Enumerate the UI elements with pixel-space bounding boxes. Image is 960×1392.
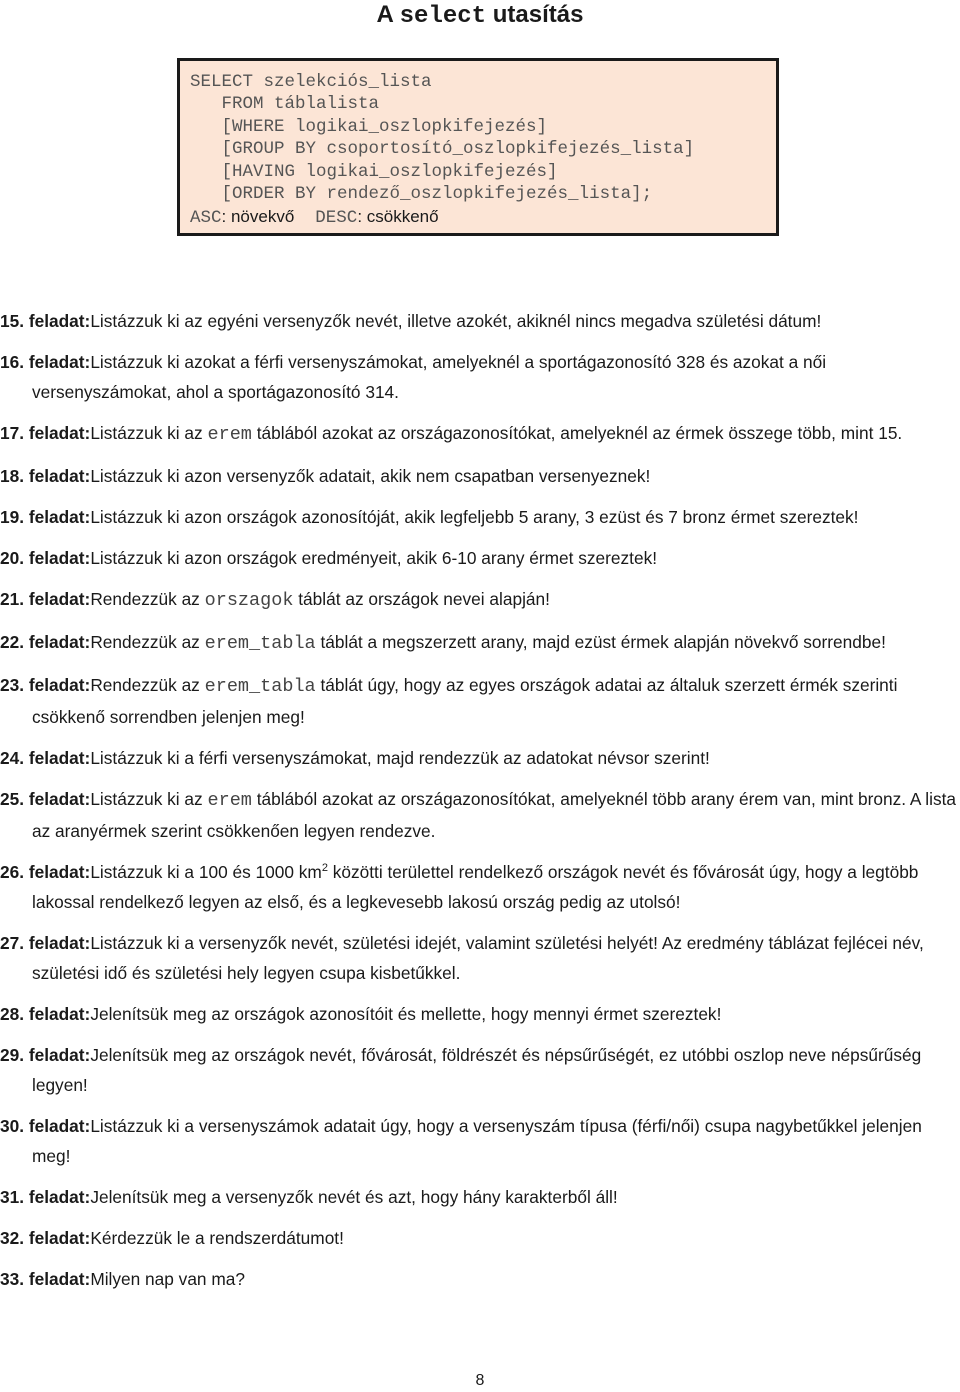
title-prefix: A: [376, 1, 393, 28]
task-label: feladat:: [28, 589, 91, 609]
task-label: feladat:: [28, 352, 91, 372]
task-text: Jelenítsük meg az országok azonosítóit és mellette, hogy mennyi érmet szereztek!: [90, 1004, 722, 1024]
task-text: Listázzuk ki az egyéni versenyzők nevét, illetve azokét, akiknél nincs megadva születési dátum!: [90, 311, 822, 331]
task-label: feladat:: [28, 748, 91, 768]
task-text: Listázzuk ki az: [90, 789, 208, 809]
task-item: [0, 627, 960, 659]
task-text: Listázzuk ki a 100 és 1000 km: [90, 862, 322, 882]
task-number: 25.: [0, 789, 25, 809]
task-text: Listázzuk ki a versenyszámok adatait úgy, hogy a versenyszám típusa (férfi/női) csupa nagybetűkkel jelenjen meg!: [32, 1116, 922, 1166]
task-number: 24.: [0, 748, 25, 768]
task-text: Jelenítsük meg a versenyzők nevét és azt, hogy hány karakterből áll!: [90, 1187, 618, 1207]
task-number: 17.: [0, 423, 25, 443]
syntax-line: [GROUP BY csoportosító_oszlopkifejezés_lista]: [190, 139, 695, 160]
task-code: erem_tabla: [204, 633, 316, 654]
task-text: Rendezzük az: [90, 675, 205, 695]
task-text: Listázzuk ki azon országok azonosítóját, akik legfeljebb 5 arany, 3 ezüst és 7 bronz érmet szereztek!: [90, 507, 859, 527]
task-code: erem_tabla: [204, 676, 316, 697]
task-number: 18.: [0, 466, 25, 486]
task-number: 16.: [0, 352, 25, 372]
task-text: táblából azokat az országazonosítókat, amelyeknél több arany érem van, mint bronz. A lista az aranyérmek szerint csökkenően legyen rendezve.: [32, 789, 957, 841]
task-text: Listázzuk ki azon versenyzők adatait, akik nem csapatban versenyeznek!: [90, 466, 651, 486]
task-number: 33.: [0, 1269, 25, 1289]
task-text: Listázzuk ki az: [90, 423, 208, 443]
task-item: [0, 1264, 960, 1294]
page-title: [0, 0, 960, 32]
task-text: táblából azokat az országazonosítókat, amelyeknél az érmek összege több, mint 15.: [251, 423, 903, 443]
task-label: feladat:: [28, 466, 91, 486]
task-text: Listázzuk ki azokat a férfi versenyszámokat, amelyeknél a sportágazonosító 328 és azokat a női versenyszámokat, ahol a sportágazonosító 314.: [32, 352, 827, 402]
task-number: 22.: [0, 632, 25, 652]
task-label: feladat:: [28, 1228, 91, 1248]
task-number: 32.: [0, 1228, 25, 1248]
page-number: 8: [475, 1372, 485, 1389]
task-item: [0, 1223, 960, 1253]
task-text: Rendezzük az: [90, 632, 205, 652]
task-number: 15.: [0, 311, 25, 331]
asc-keyword: ASC: [190, 208, 222, 229]
task-label: feladat:: [28, 1187, 91, 1207]
syntax-line: [WHERE logikai_oszlopkifejezés]: [190, 116, 548, 137]
task-label: feladat:: [28, 933, 91, 953]
task-item: [0, 306, 960, 336]
task-code: erem: [207, 424, 252, 445]
task-item: [0, 461, 960, 491]
task-item: [0, 502, 960, 532]
task-text: Listázzuk ki azon országok eredményeit, akik 6-10 arany érmet szereztek!: [90, 548, 658, 568]
task-item: [0, 857, 960, 917]
task-text: táblát az országok nevei alapján!: [293, 589, 550, 609]
task-number: 19.: [0, 507, 25, 527]
task-item: [0, 784, 960, 846]
task-text: Kérdezzük le a rendszerdátumot!: [90, 1228, 344, 1248]
task-label: feladat:: [28, 789, 91, 809]
task-item: [0, 928, 960, 988]
task-superscript: 2: [321, 862, 328, 875]
task-code: erem: [207, 790, 252, 811]
task-number: 23.: [0, 675, 25, 695]
task-text: Milyen nap van ma?: [90, 1269, 245, 1289]
task-code: orszagok: [204, 590, 294, 611]
syntax-line: [HAVING logikai_oszlopkifejezés]: [190, 161, 558, 182]
task-item: [0, 999, 960, 1029]
task-item: [0, 584, 960, 616]
desc-text: : csökkenő: [357, 207, 439, 227]
task-number: 27.: [0, 933, 25, 953]
task-list: [0, 306, 960, 1305]
task-number: 31.: [0, 1187, 25, 1207]
task-number: 29.: [0, 1045, 25, 1065]
task-number: 21.: [0, 589, 25, 609]
desc-keyword: DESC: [315, 208, 358, 229]
task-label: feladat:: [28, 311, 91, 331]
task-text: Jelenítsük meg az országok nevét, fővárosát, földrészét és népsűrűségét, ez utóbbi oszlop neve népsűrűség legyen!: [32, 1045, 922, 1095]
task-label: feladat:: [28, 1004, 91, 1024]
title-suffix: utasítás: [492, 1, 584, 28]
task-number: 26.: [0, 862, 25, 882]
task-label: feladat:: [28, 423, 91, 443]
task-text: táblát úgy, hogy az egyes országok adatai az általuk szerzett érmék szerinti csökkenő sorrendben jelenjen meg!: [32, 675, 898, 727]
task-item: [0, 543, 960, 573]
task-text: Rendezzük az: [90, 589, 205, 609]
task-label: feladat:: [28, 548, 91, 568]
task-label: feladat:: [28, 507, 91, 527]
task-text: Listázzuk ki a versenyzők nevét, születési idejét, valamint születési helyét! Az eredmény táblázat fejlécei név, születési idő és születési hely legyen csupa kisbetűkkel.: [32, 933, 924, 983]
task-number: 30.: [0, 1116, 25, 1136]
task-item: [0, 1182, 960, 1212]
task-item: [0, 670, 960, 732]
task-label: feladat:: [28, 632, 91, 652]
task-item: [0, 1111, 960, 1171]
syntax-box: [177, 58, 779, 236]
task-label: feladat:: [28, 1045, 91, 1065]
task-text: Listázzuk ki a férfi versenyszámokat, majd rendezzük az adatokat névsor szerint!: [90, 748, 710, 768]
task-item: [0, 418, 960, 450]
task-number: 20.: [0, 548, 25, 568]
task-number: 28.: [0, 1004, 25, 1024]
task-item: [0, 743, 960, 773]
syntax-line: SELECT szelekciós_lista: [190, 72, 432, 92]
task-item: [0, 1040, 960, 1100]
task-text: táblát a megszerzett arany, majd ezüst érmek alapján növekvő sorrendbe!: [315, 632, 886, 652]
title-keyword: select: [399, 3, 487, 30]
task-label: feladat:: [28, 675, 91, 695]
task-label: feladat:: [28, 1269, 91, 1289]
task-text: közötti területtel rendelkező országok nevét és fővárosát úgy, hogy a legtöbb lakossal rendelkező legyen az első, és a legkevesebb lakosú ország pedig az utolsó!: [32, 862, 919, 912]
task-item: [0, 347, 960, 407]
task-label: feladat:: [28, 1116, 91, 1136]
task-label: feladat:: [28, 862, 91, 882]
syntax-line: FROM táblalista: [190, 94, 380, 115]
sort-legend: [190, 205, 776, 230]
asc-text: : növekvő: [221, 207, 295, 227]
syntax-line: [ORDER BY rendező_oszlopkifejezés_lista];: [190, 184, 653, 205]
